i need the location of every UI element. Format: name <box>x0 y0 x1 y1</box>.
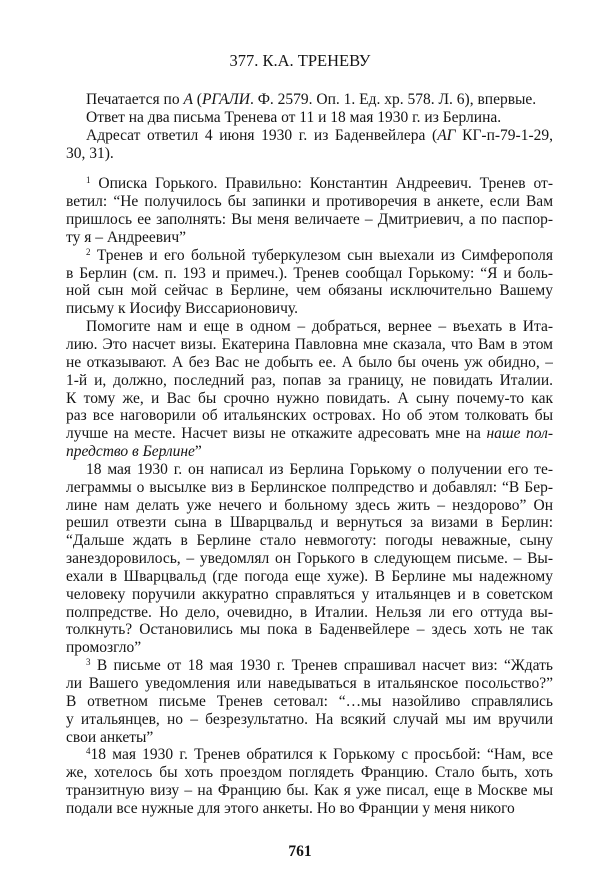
text-line <box>66 127 553 145</box>
text: В письме от 18 мая 1930 г. Тренев спрашивал насчет виз: “Ждать <box>90 657 553 675</box>
text: ту я – Андреевич” <box>66 228 186 246</box>
text-line <box>66 211 553 229</box>
footnote-4 <box>66 746 553 817</box>
text: письму к Иосифу Виссарионовичу. <box>66 300 298 318</box>
text: ной сын мой сейчас в Берлине, чем обязаны исключительно Вашему <box>66 282 553 300</box>
footnote-marker: 2 <box>86 246 91 257</box>
text: полпредстве. Но дело, очевидно, в Италии. Нельзя ли его оттуда вы- <box>66 603 553 621</box>
text-line <box>66 604 553 622</box>
footnote-1 <box>66 175 553 246</box>
text: КГ-п-79-1-29, <box>455 126 553 144</box>
text: Адресат ответил 4 июня 1930 г. из Баденвейлера ( <box>86 126 438 144</box>
text-line <box>66 711 553 729</box>
text-line <box>66 461 553 479</box>
text-line <box>66 746 553 764</box>
text-line <box>66 372 553 390</box>
text-line <box>66 145 553 163</box>
paragraph <box>66 318 553 461</box>
text-line <box>66 550 553 568</box>
text: занездоровилось, – уведомлял он Горького в следующем письме. – Вы- <box>66 550 553 568</box>
text-line <box>66 514 553 532</box>
text-line <box>66 693 553 711</box>
page-number: 761 <box>288 843 312 860</box>
text: ( <box>192 91 202 108</box>
text-line <box>66 586 553 604</box>
text: ветил: “Не получилось бы запинки и противоречия в анкете, если Вам <box>66 193 553 211</box>
footnote-2 <box>66 247 553 318</box>
text: раз все наговорили об итальянских островах. Но об этом толковать бы <box>66 407 553 425</box>
text: не отказывают. А без Вас не добыть ее. А было бы очень уж обидно, – <box>66 353 553 371</box>
footnote-marker: 1 <box>86 175 91 186</box>
text-line <box>66 109 553 127</box>
letter-heading: 377. К.А. ТРЕНЕВУ <box>229 51 371 70</box>
text-line <box>66 532 553 550</box>
text: промозгло” <box>66 639 142 657</box>
text: К тому же, и Вас бы срочно нужно повидать. А сыну почему-то как <box>66 389 553 407</box>
text: ли Вашего уведомления или наведываться в итальянское посольство?” <box>66 675 553 692</box>
footnote-marker: 4 <box>86 746 91 757</box>
text: решил отвезти сына в Шварцвальд и вернуться за визами в Берлин: <box>66 514 553 532</box>
text-line <box>66 657 553 675</box>
text-line <box>66 390 553 408</box>
italic-text: предство в Берлине <box>66 443 195 461</box>
italic-text: А <box>183 91 193 108</box>
text: свои анкеты” <box>66 728 154 746</box>
text-line <box>66 282 553 300</box>
text-line <box>66 675 553 693</box>
text: леграммы о высылке виз в Берлинское полпредство и добавлял: “В Бер- <box>66 478 553 496</box>
text: 1-й и, должно, последний раз, попав за границу, не повидать Италии. <box>66 371 553 389</box>
text: Печатается по <box>86 91 184 108</box>
text-line <box>66 497 553 515</box>
text: Помогите нам и еще в одном – добраться, вернее – въехать в Ита- <box>86 318 553 336</box>
paragraph <box>66 109 553 127</box>
text: лию. Это насчет визы. Екатерина Павловна мне сказала, что Вам в этом <box>66 335 553 353</box>
italic-text: АГ <box>437 126 456 144</box>
text: толкнуть? Остановились мы пока в Баденвейлере – здесь хоть не так <box>66 621 553 639</box>
text: . Ф. 2579. Оп. 1. Ед. хр. 578. Л. 6), впервые. <box>249 91 537 108</box>
text-line <box>66 265 553 283</box>
text-line <box>66 229 553 247</box>
text: лине нам делать уже нечего и больному здесь жить – нездорово” Он <box>66 496 553 514</box>
text-line <box>66 443 553 461</box>
text: у итальянцев, но – безрезультатно. На всякий случай мы им вручили <box>66 710 553 728</box>
text-line <box>66 91 553 109</box>
text: ехали в Шварцвальд (где погода еще хуже). В Берлине мы надежному <box>66 567 553 585</box>
italic-text: наше пол- <box>486 425 553 443</box>
italic-text: РГАЛИ <box>201 91 250 108</box>
commentary-body <box>66 91 553 818</box>
text-line <box>66 300 553 318</box>
text: человеку поручили аккуратно справляться у итальянцев и в советском <box>66 585 553 603</box>
text-line <box>66 479 553 497</box>
text-line <box>66 407 553 425</box>
text-line <box>66 800 553 818</box>
text: 18 мая 1930 г. он написал из Берлина Горькому о получении его те- <box>86 460 553 478</box>
text: подали все нужные для этого анкеты. Но во Франции у меня никого <box>66 799 515 817</box>
text-line <box>66 568 553 586</box>
text: в Берлин (см. п. 193 и примеч.). Тренев сообщал Горькому: “Я и боль- <box>66 264 553 282</box>
text-line <box>66 621 553 639</box>
text-line <box>66 175 553 193</box>
text-line <box>66 639 553 657</box>
text-line <box>66 193 553 211</box>
text: 18 мая 1930 г. Тренев обратился к Горькому с просьбой: “Нам, все <box>90 746 553 764</box>
text: Описка Горького. Правильно: Константин Андреевич. Тренев от- <box>90 175 553 193</box>
text: ” <box>194 443 202 461</box>
footnote-marker: 3 <box>86 657 91 668</box>
footnote-3 <box>66 657 553 746</box>
text: пришлось ее заполнять: Вы меня величаете – Дмитриевич, а по паспор- <box>66 211 553 229</box>
text-line <box>66 354 553 372</box>
text: транзитную визу – на Францию бы. Как я уже писал, еще в Москве мы <box>66 782 553 800</box>
text: 30, 31). <box>66 144 114 162</box>
text-line <box>66 247 553 265</box>
text-line <box>66 782 553 800</box>
text: В ответном письме Тренев сетовал: “…мы назойливо справлялись <box>66 692 553 710</box>
text: “Дальше ждать в Берлине стало невмоготу: погоды неважные, сыну <box>66 532 553 550</box>
paragraph <box>66 461 553 657</box>
text: же, хотелось бы хоть проездом поглядеть Францию. Стало быть, хоть <box>66 764 553 782</box>
text-line <box>66 729 553 747</box>
text-line <box>66 318 553 336</box>
text: лучше на месте. Насчет визы не откажите адресовать мне на <box>66 425 487 443</box>
paragraph <box>66 91 553 109</box>
text: Тренев и его больной туберкулезом сын выехали из Симферополя <box>90 246 553 264</box>
paragraph <box>66 127 553 163</box>
text-line <box>66 764 553 782</box>
text: Ответ на два письма Тренева от 11 и 18 мая 1930 г. из Берлина. <box>86 108 502 126</box>
text-line <box>66 425 553 443</box>
text-line <box>66 336 553 354</box>
